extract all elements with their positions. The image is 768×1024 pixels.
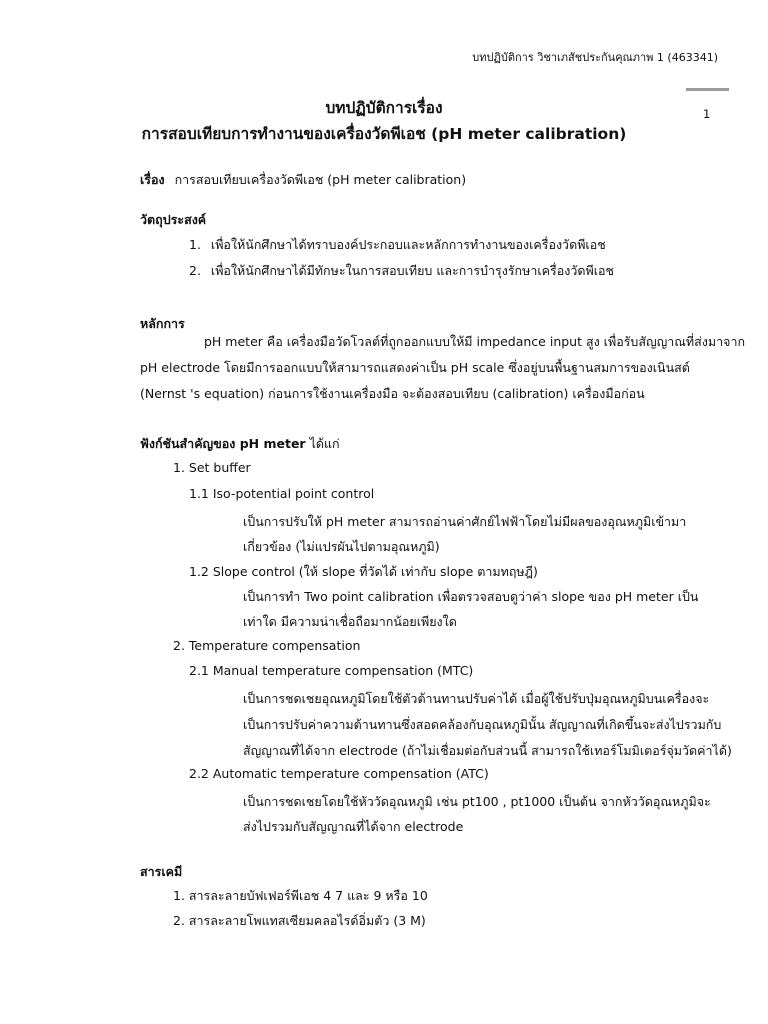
chemicals-heading: สารเคมี xyxy=(140,864,183,879)
objective-number: 2. xyxy=(189,263,201,278)
function-description: เป็นการปรับให้ pH meter สามารถอ่านค่าศักย์ไฟฟ้าโดยไม่มีผลของอุณหภูมิเข้ามา xyxy=(243,514,687,529)
functions-heading-bold: ฟังก์ชันสำคัญของ pH meter xyxy=(140,436,306,451)
running-header: บทปฏิบัติการ วิชาเภสัชประกันคุณภาพ 1 (463341) xyxy=(472,51,718,64)
principle-line: (Nernst 's equation) ก่อนการใช้งานเครื่องมือ จะต้องสอบเทียบ (calibration) เครื่องมือก่อน xyxy=(140,386,645,401)
page-number: 1 xyxy=(703,107,711,121)
objectives-heading: วัตถุประสงค์ xyxy=(140,212,207,227)
topic-text: การสอบเทียบเครื่องวัดพีเอช (pH meter calibration) xyxy=(174,172,467,187)
function-item: 2. Temperature compensation xyxy=(173,638,361,653)
objective-item xyxy=(189,261,614,281)
function-description: เป็นการปรับค่าความต้านทานซึ่งสอดคล้องกับอุณหภูมินั้น สัญญาณที่เกิดขึ้นจะส่งไปรวมกับ xyxy=(243,717,722,732)
function-description: ส่งไปรวมกับสัญญาณที่ได้จาก electrode xyxy=(243,819,464,834)
objective-text: เพื่อให้นักศึกษาได้มีทักษะในการสอบเทียบ และการบำรุงรักษาเครื่องวัดพีเอช xyxy=(210,263,614,278)
title-line-1: บทปฏิบัติการเรื่อง xyxy=(325,99,443,117)
function-item: 1. Set buffer xyxy=(173,460,251,475)
function-description: เท่าใด มีความน่าเชื่อถือมากน้อยเพียงใด xyxy=(243,614,457,629)
function-subitem: 2.1 Manual temperature compensation (MTC) xyxy=(189,663,474,678)
functions-heading xyxy=(140,434,340,454)
objective-number: 1. xyxy=(189,237,201,252)
principle-line: pH meter คือ เครื่องมือวัดโวลต์ที่ถูกออกแบบให้มี impedance input สูง เพื่อรับสัญญาณที่ส่งมาจาก xyxy=(204,334,746,349)
function-subitem: 1.2 Slope control (ให้ slope ที่วัดได้ เท่ากับ slope ตามทฤษฎี) xyxy=(189,564,538,579)
title-line-2: การสอบเทียบการทำงานของเครื่องวัดพีเอช (pH meter calibration) xyxy=(141,125,627,143)
function-description: เป็นการทำ Two point calibration เพื่อตรวจสอบดูว่าค่า slope ของ pH meter เป็น xyxy=(243,589,699,604)
function-description: เกี่ยวข้อง (ไม่แปรผันไปตามอุณหภูมิ) xyxy=(243,539,440,554)
principle-line: pH electrode โดยมีการออกแบบให้สามารถแสดงค่าเป็น pH scale ซึ่งอยู่บนพื้นฐานสมการของเนินสต์ xyxy=(140,360,690,375)
chemical-item: 1. สารละลายบัฟเฟอร์พีเอช 4 7 และ 9 หรือ 10 xyxy=(173,888,428,903)
objective-item xyxy=(189,235,606,255)
chemical-item: 2. สารละลายโพแทสเซียมคลอไรด์อิ่มตัว (3 M) xyxy=(173,913,426,928)
topic-label: เรื่อง xyxy=(140,172,165,187)
header-rule xyxy=(686,88,729,91)
objective-text: เพื่อให้นักศึกษาได้ทราบองค์ประกอบและหลักการทำงานของเครื่องวัดพีเอช xyxy=(210,237,606,252)
principle-heading: หลักการ xyxy=(140,316,185,331)
topic-line xyxy=(140,170,466,190)
function-description: เป็นการชดเชยโดยใช้หัววัดอุณหภูมิ เช่น pt100 , pt1000 เป็นต้น จากหัววัดอุณหภูมิจะ xyxy=(243,794,711,809)
function-description: สัญญาณที่ได้จาก electrode (ถ้าไม่เชื่อมต่อกับส่วนนี้ สามารถใช้เทอร์โมมิเตอร์จุ่มวัดค่าได้) xyxy=(243,743,732,758)
function-description: เป็นการชดเชยอุณหภูมิโดยใช้ตัวต้านทานปรับค่าได้ เมื่อผู้ใช้ปรับปุ่มอุณหภูมิบนเครื่องจะ xyxy=(243,691,710,706)
function-subitem: 1.1 Iso-potential point control xyxy=(189,486,375,501)
function-subitem: 2.2 Automatic temperature compensation (ATC) xyxy=(189,766,489,781)
functions-heading-rest: ได้แก่ xyxy=(309,436,340,451)
